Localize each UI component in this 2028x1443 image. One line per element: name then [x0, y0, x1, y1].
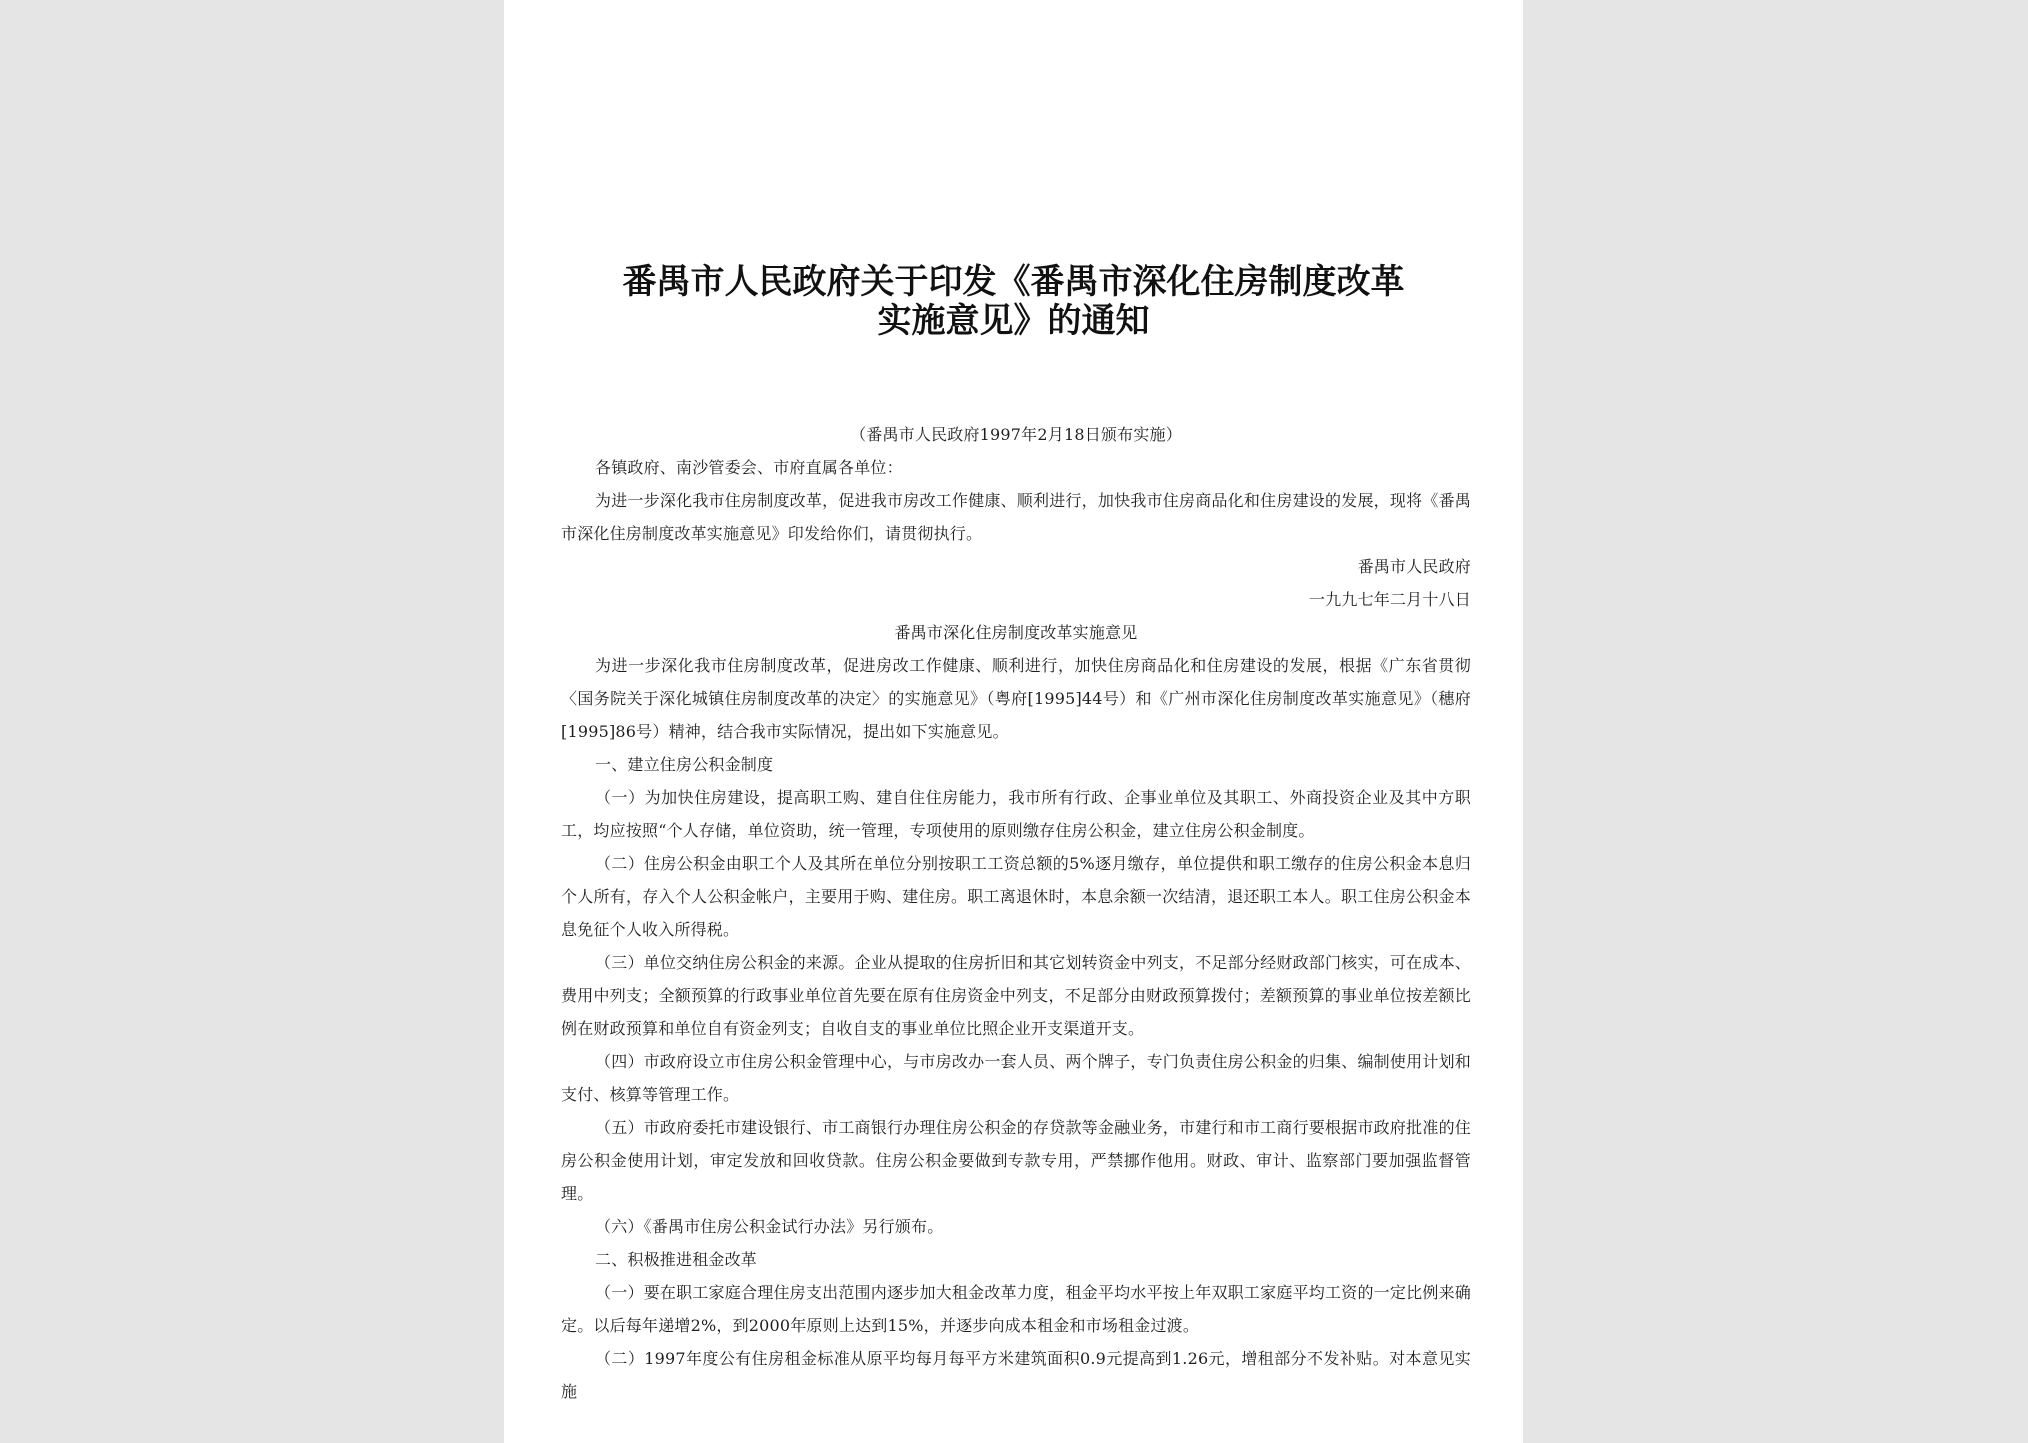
- title-line-2: 实施意见》的通知: [877, 301, 1150, 341]
- issued-note: （番禺市人民政府1997年2月18日颁布实施）: [850, 425, 1182, 444]
- signatory: 番禺市人民政府: [1357, 557, 1471, 576]
- intro-paragraph: 为进一步深化我市住房制度改革，促进我市房改工作健康、顺利进行，加快我市住房商品化和住房建设的发展，现将《番禺市深化住房制度改革实施意见》印发给你们，请贯彻执行。: [561, 491, 1471, 543]
- section2-item-2: （二）1997年度公有住房租金标准从原平均每月每平方米建筑面积0.9元提高到1.26元，增租部分不发补贴。对本意见实施: [561, 1349, 1471, 1401]
- section1-item-5: （五）市政府委托市建设银行、市工商银行办理住房公积金的存贷款等金融业务，市建行和市工商行要根据市政府批准的住房公积金使用计划，审定发放和回收贷款。住房公积金要做到专款专用，严禁挪作他用。财政、审计、监察部门要加强监督管理。: [561, 1118, 1471, 1203]
- document-body: [561, 418, 1471, 1408]
- section1-item-2: （二）住房公积金由职工个人及其所在单位分别按职工工资总额的5%逐月缴存，单位提供和职工缴存的住房公积金本息归个人所有，存入个人公积金帐户，主要用于购、建住房。职工离退休时，本息余额一次结清，退还职工本人。职工住房公积金本息免征个人收入所得税。: [561, 854, 1471, 939]
- section2-item-1: （一）要在职工家庭合理住房支出范围内逐步加大租金改革力度，租金平均水平按上年双职工家庭平均工资的一定比例来确定。以后每年递增2%，到2000年原则上达到15%，并逐步向成本租金和市场租金过渡。: [561, 1283, 1471, 1335]
- document-page: [504, 0, 1523, 1443]
- section1-item-1: （一）为加快住房建设，提高职工购、建自住住房能力，我市所有行政、企事业单位及其职工、外商投资企业及其中方职工，均应按照“个人存储，单位资助，统一管理，专项使用的原则缴存住房公积金，建立住房公积金制度。: [561, 788, 1471, 840]
- attachment-title: 番禺市深化住房制度改革实施意见: [894, 623, 1138, 642]
- sign-date: 一九九七年二月十八日: [1308, 590, 1471, 609]
- section1-item-6: （六）《番禺市住房公积金试行办法》另行颁布。: [595, 1217, 944, 1236]
- section1-item-4: （四）市政府设立市住房公积金管理中心，与市房改办一套人员、两个牌子，专门负责住房公积金的归集、编制使用计划和支付、核算等管理工作。: [561, 1052, 1471, 1104]
- addressee: 各镇政府、南沙管委会、市府直属各单位：: [595, 458, 903, 477]
- title-line-1: 番禺市人民政府关于印发《番禺市深化住房制度改革: [622, 262, 1405, 302]
- attachment-intro: 为进一步深化我市住房制度改革，促进房改工作健康、顺利进行，加快住房商品化和住房建设的发展，根据《广东省贯彻〈国务院关于深化城镇住房制度改革的决定〉的实施意见》（粤府[1995]44号）和《广州市深化住房制度改革实施意见》（穗府[1995]86号）精神，结合我市实际情况，提出如下实施意见。: [561, 656, 1471, 741]
- document-title: [564, 263, 1463, 341]
- section1-item-3: （三）单位交纳住房公积金的来源。企业从提取的住房折旧和其它划转资金中列支，不足部分经财政部门核实，可在成本、费用中列支；全额预算的行政事业单位首先要在原有住房资金中列支，不足部分由财政预算拨付；差额预算的事业单位按差额比例在财政预算和单位自有资金列支；自收自支的事业单位比照企业开支渠道开支。: [561, 953, 1471, 1038]
- section-heading-1: 一、建立住房公积金制度: [595, 755, 774, 774]
- section-heading-2: 二、积极推进租金改革: [595, 1250, 758, 1269]
